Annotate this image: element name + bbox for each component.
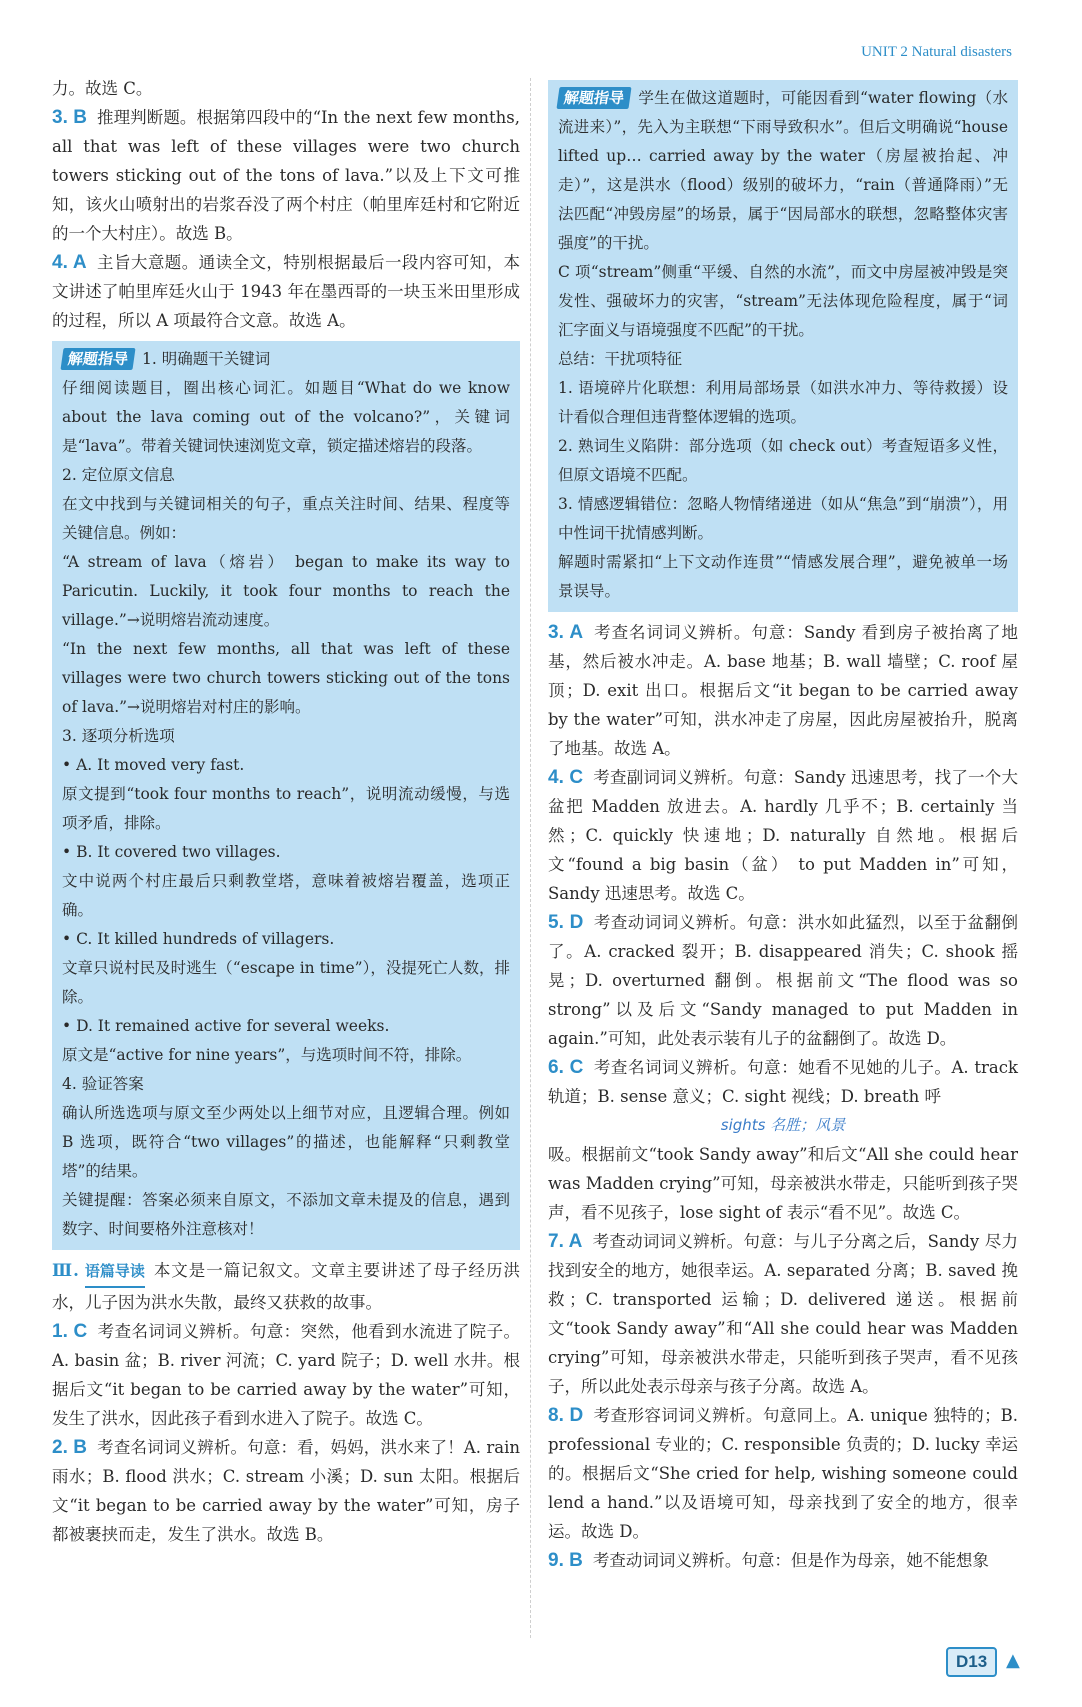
guide-line: 4. 验证答案 [62,1075,144,1093]
guide-line: 2. 定位原文信息 [62,466,175,484]
guide-line: 解题时需紧扣“上下文动作连贯”“情感发展合理”，避免被单一场景误导。 [558,553,1008,600]
arrow-up-icon: ▲ [1006,1650,1020,1671]
guide-line: 确认所选选项与原文至少两处以上细节对应，且逻辑合理。例如 B 选项，既符合“two villages”的描述，也能解释“只剩教堂塔”的结果。 [62,1104,510,1180]
answer-text: 考查名词词义辨析。句意：她看不见她的儿子。A. track 轨道；B. sense 意义；C. sight 视线；D. breath 呼 [548,1058,1018,1106]
guide-tag: 解题指导 [60,348,135,370]
answer-right-7 [548,1227,1018,1401]
guide-line: • C. It killed hundreds of villagers. [62,930,335,948]
guide-line: C 项“stream”侧重“平缓、自然的水流”，而文中房屋被冲毁是突发性、强破坏力的灾害，“stream”无法体现危险程度，属于“词汇字面义与语境强度不匹配”的干扰。 [558,263,1008,339]
answer-number: 8. D [548,1405,584,1426]
answer-number: 9. B [548,1550,583,1571]
page-number: D13 [946,1647,997,1677]
answer-text: 主旨大意题。通读全文，特别根据最后一段内容可知，本文讲述了帕里库廷火山于 1943 年在墨西哥的一块玉米田里形成的过程，所以 A 项最符合文意。故选 A。 [52,253,521,330]
answer-right-9 [548,1546,1018,1575]
guide-line: • A. It moved very fast. [62,756,245,774]
answer-number: 1. C [52,1321,88,1342]
left-column [52,74,520,1549]
answer-number: 5. D [548,912,584,933]
answer-left-3 [52,103,520,248]
answer-number: 3. A [548,622,584,643]
answer-text: 考查名词词义辨析。句意：看，妈妈，洪水来了！A. rain 雨水；B. flood 洪水；C. stream 小溪；D. sun 太阳。根据后文“it began to be carried away by the water”可知，房子都被裹挟而走，发生了洪水。故选 B。 [52,1438,520,1544]
guide-line: 2. 熟词生义陷阱：部分选项（如 check out）考查短语多义性，但原文语境不匹配。 [558,437,1008,484]
answer-text: 考查动词词义辨析。句意：洪水如此猛烈，以至于盆翻倒了。A. cracked 裂开；B. disappeared 消失；C. shook 摇晃；D. overturned 翻倒。根据前文“The flood was so strong”以及后文“Sandy managed to put Madden in again.”可知，此处表示装有儿子的盆翻倒了。故选 D。 [548,913,1018,1048]
unit-header: UNIT 2 Natural disasters [861,44,1012,60]
guide-line: • D. It remained active for several weeks. [62,1017,390,1035]
answer-text: 考查动词词义辨析。句意：与儿子分离之后，Sandy 尽力找到安全的地方，她很幸运。A. separated 分离；B. saved 挽救；C. transported 运输；D. delivered 递送。根据前文“took Sandy away”和“All she could hear was Madden crying”可知，母亲被洪水带走，只能听到孩子哭声，看不见孩子，所以此处表示母亲与孩子分离。故选 A。 [548,1232,1018,1396]
guide-line: • B. It covered two villages. [62,843,281,861]
answer-text: 推理判断题。根据第四段中的“In the next few months, all that was left of these villages were two church towers sticking out of the tons of lava.”以及上下文可推知，该火山喷射出的岩浆吞没了两个村庄（帕里库廷村和它附近的一个大村庄）。故选 B。 [52,108,520,243]
guide-line: 总结：干扰项特征 [558,350,683,368]
answer-number: 3. B [52,107,87,128]
answer-number: 4. A [52,252,87,273]
guide-tag: 解题指导 [556,87,631,109]
answer-text: 考查形容词词义辨析。句意同上。A. unique 独特的；B. professional 专业的；C. responsible 负责的；D. lucky 幸运的。根据后文“She cried for help, wishing someone could lend a hand.”以及语境可知，母亲找到了安全的地方，很幸运。故选 D。 [548,1406,1018,1541]
answer-right-4 [548,763,1018,908]
answer-left-1 [52,1317,520,1433]
guide-line: 解题指导 1. 明确题干关键词 [62,345,510,374]
column-divider [530,78,532,1638]
answer-right-3 [548,618,1018,763]
guide-line: “In the next few months, all that was left of these villages were two church towers sticking out of the tons of lava.”→说明熔岩对村庄的影响。 [62,640,510,716]
guide-box-right [548,80,1018,612]
guide-line: 1. 语境碎片化联想：利用局部场景（如洪水冲力、等待救援）设计看似合理但违背整体逻辑的选项。 [558,379,1008,426]
answer-right-5 [548,908,1018,1053]
answer-number: 7. A [548,1231,583,1252]
guide-line: 在文中找到与关键词相关的句子，重点关注时间、结果、程度等关键信息。例如： [62,495,510,542]
guide-line: 原文是“active for nine years”，与选项时间不符，排除。 [62,1046,472,1064]
guide-line: 3. 逐项分析选项 [62,727,175,745]
answer-left-2 [52,1433,520,1549]
guide-line: 解题指导 学生在做这道题时，可能因看到“water flowing（水流进来）”，先入为主联想“下雨导致积水”。但后文明确说“house lifted up… carried away by the water（房屋被抬起、冲走）”，这是洪水（flood）级别的破坏力，“rain（普通降雨）”无法匹配“冲毁房屋”的场景，属于“因局部水的联想，忽略整体灾害强度”的干扰。 [558,89,1008,252]
guide-line: “A stream of lava（熔岩） began to make its way to Paricutin. Luckily, it took four months to reach the village.”→说明熔岩流动速度。 [62,553,510,629]
answer-left-4 [52,248,520,335]
section-text: 本文是一篇记叙文。文章主要讲述了母子经历洪水，儿子因为洪水失散，最终又获救的故事。 [52,1261,521,1312]
left-top-line: 力。故选 C。 [52,79,153,98]
guide-box-left [52,341,520,1250]
right-column [548,74,1018,1575]
answer-number: 2. B [52,1437,88,1458]
guide-line: 文中说两个村庄最后只剩教堂塔，意味着被熔岩覆盖，选项正确。 [62,872,510,919]
section-intro [52,1256,520,1317]
guide-line: 文章只说村民及时逃生（“escape in time”），没提死亡人数，排除。 [62,959,510,1006]
guide-line: 原文提到“took four months to reach”，说明流动缓慢，与选项矛盾，排除。 [62,785,510,832]
section-tag: 语篇导读 [85,1257,145,1288]
answer-number: 4. C [548,767,584,788]
answer-right-6-cont: 吸。根据前文“took Sandy away”和后文“All she could hear was Madden crying”可知，母亲被洪水带走，只能听到孩子哭声，看不见孩子，lose sight of 表示“看不见”。故选 C。 [548,1145,1018,1222]
guide-line: 关键提醒：答案必须来自原文，不添加文章未提及的信息，遇到数字、时间要格外注意核对！ [62,1191,510,1238]
guide-line: 3. 情感逻辑错位：忽略人物情绪递进（如从“焦急”到“崩溃”），用中性词干扰情感判断。 [558,495,1008,542]
answer-number: 6. C [548,1057,584,1078]
answer-text: 考查副词词义辨析。句意：Sandy 迅速思考，找了一个大盆把 Madden 放进去。A. hardly 几乎不；B. certainly 当然；C. quickly 快速地；D. naturally 自然地。根据后文“found a big basin（盆） to put Madden in”可知，Sandy 迅速思考。故选 C。 [548,768,1018,903]
answer-right-8 [548,1401,1018,1546]
answer-text: 考查动词词义辨析。句意：但是作为母亲，她不能想象 [592,1551,989,1570]
guide-line: 仔细阅读题目，圈出核心词汇。如题目“What do we know about the lava coming out of the volcano?”，关键词是“lava”。带着关键词快速浏览文章，锁定描述熔岩的段落。 [62,379,510,455]
answer-right-6 [548,1053,1018,1111]
section-roman: Ⅲ. [52,1261,79,1280]
answer-text: 考查名词词义辨析。句意：Sandy 看到房子被抬离了地基，然后被水冲走。A. base 地基；B. wall 墙壁；C. roof 屋顶；D. exit 出口。根据后文“it began to be carried away by the water”可知，洪水冲走了房屋，因此房屋被抬升，脱离了地基。故选 A。 [548,623,1018,758]
handwritten-note: sights 名胜；风景 [720,1116,846,1134]
answer-text: 考查名词词义辨析。句意：突然，他看到水流进了院子。A. basin 盆；B. river 河流；C. yard 院子；D. well 水井。根据后文“it began to be carried away by the water”可知，发生了洪水，因此孩子看到水进入了院子。故选 C。 [52,1322,520,1428]
